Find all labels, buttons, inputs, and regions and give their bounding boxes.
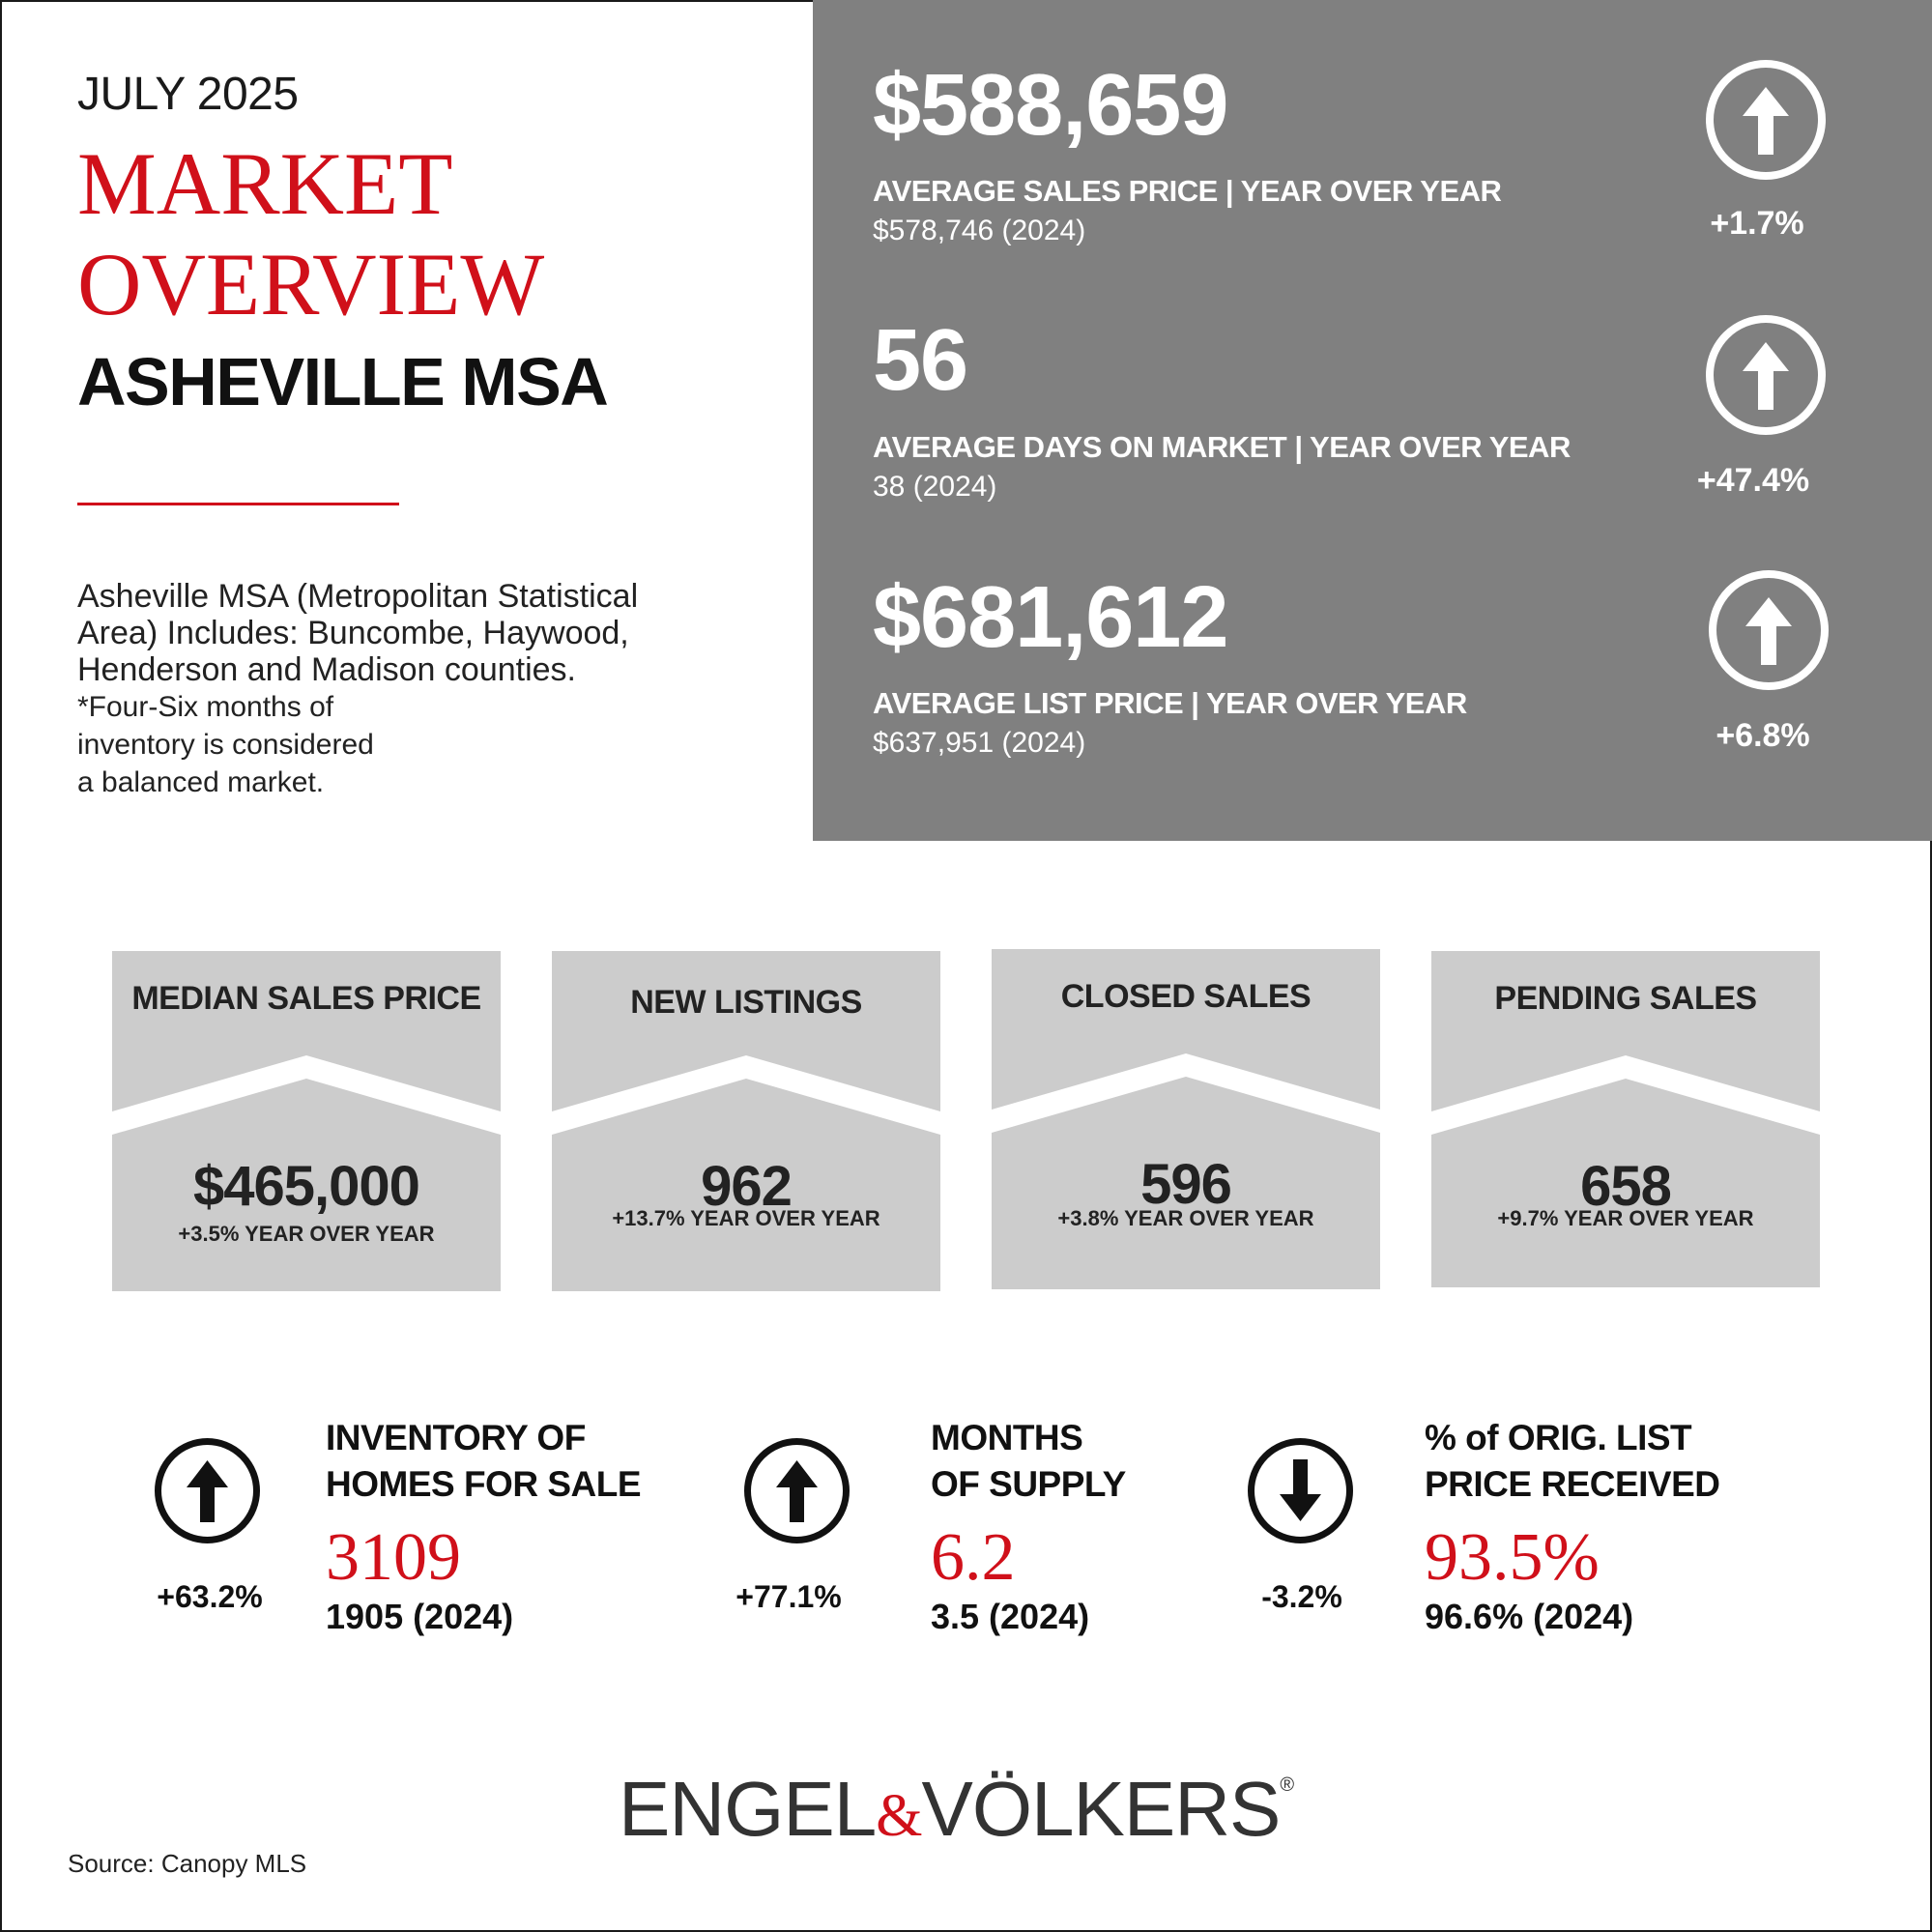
avg-list-price-value: $681,612 <box>873 569 1228 666</box>
avg-list-price-prior: $637,951 (2024) <box>873 727 1086 759</box>
area-description: Asheville MSA (Metropolitan Statistical Area) Includes: Buncombe, Haywood, Henderson and Madison counties. <box>77 578 639 688</box>
arrow-up-icon <box>744 1438 850 1543</box>
card-value: 658 <box>1580 1155 1671 1218</box>
logo-text: VÖLKERS <box>921 1766 1281 1852</box>
inventory-change: +63.2% <box>157 1579 263 1614</box>
pending-sales-card <box>1431 951 1820 1291</box>
arrow-down-icon <box>1248 1438 1353 1543</box>
title-line-1: MARKET <box>77 134 453 233</box>
card-value: 962 <box>701 1155 792 1218</box>
avg-sales-price-change: +1.7% <box>1710 205 1804 242</box>
card-value: $465,000 <box>193 1155 419 1218</box>
page-title <box>77 133 544 334</box>
months-supply-value: 6.2 <box>931 1520 1016 1595</box>
inventory-prior: 1905 (2024) <box>326 1597 514 1636</box>
list-price-received-label <box>1425 1415 1720 1508</box>
card-title: NEW LISTINGS <box>630 984 862 1021</box>
avg-sales-price-label: AVERAGE SALES PRICE | YEAR OVER YEAR <box>873 174 1502 208</box>
card-change: +13.7% YEAR OVER YEAR <box>612 1206 880 1230</box>
title-line-2: OVERVIEW <box>77 235 545 333</box>
avg-sales-price-prior: $578,746 (2024) <box>873 215 1086 246</box>
kpi-label-line: OF SUPPLY <box>931 1464 1126 1504</box>
area-name: ASHEVILLE MSA <box>77 344 608 419</box>
kpi-label-line: MONTHS <box>931 1418 1083 1457</box>
logo-text: ENGEL <box>619 1766 877 1852</box>
median-sales-price-card <box>112 951 501 1291</box>
avg-days-on-market-change: +47.4% <box>1696 462 1810 499</box>
card-title: PENDING SALES <box>1494 980 1757 1017</box>
inventory-label <box>326 1415 641 1508</box>
note-line: a balanced market. <box>77 766 325 798</box>
list-price-received-change: -3.2% <box>1261 1579 1342 1614</box>
card-title: CLOSED SALES <box>1060 978 1312 1015</box>
kpi-label-line: % of ORIG. LIST <box>1425 1418 1692 1457</box>
new-listings-card <box>552 951 940 1291</box>
avg-list-price-label: AVERAGE LIST PRICE | YEAR OVER YEAR <box>873 686 1467 720</box>
card-title: MEDIAN SALES PRICE <box>131 980 481 1017</box>
months-supply-change: +77.1% <box>735 1579 842 1614</box>
engel-volkers-logo <box>619 1765 1293 1854</box>
source-credit: Source: Canopy MLS <box>68 1849 307 1878</box>
arrow-up-icon <box>1706 60 1826 180</box>
balanced-market-note <box>77 688 464 801</box>
registered-mark: ® <box>1280 1774 1294 1796</box>
list-price-received-prior: 96.6% (2024) <box>1425 1597 1634 1636</box>
avg-days-on-market-prior: 38 (2024) <box>873 471 997 503</box>
arrow-up-icon <box>1706 315 1826 435</box>
card-change: +3.5% YEAR OVER YEAR <box>178 1222 435 1246</box>
note-line: *Four-Six months of <box>77 691 334 723</box>
months-supply-prior: 3.5 (2024) <box>931 1597 1090 1636</box>
kpi-label-line: HOMES FOR SALE <box>326 1464 642 1504</box>
arrow-up-icon <box>155 1438 260 1543</box>
avg-days-on-market-label: AVERAGE DAYS ON MARKET | YEAR OVER YEAR <box>873 430 1571 464</box>
avg-list-price-change: +6.8% <box>1716 717 1810 754</box>
avg-sales-price-value: $588,659 <box>873 57 1228 154</box>
divider <box>77 503 399 505</box>
closed-sales-card <box>992 949 1380 1289</box>
arrow-up-icon <box>1709 570 1829 690</box>
inventory-value: 3109 <box>326 1520 461 1595</box>
report-date: JULY 2025 <box>77 69 299 120</box>
months-supply-label <box>931 1415 1126 1508</box>
kpi-label-line: INVENTORY OF <box>326 1418 586 1457</box>
logo-ampersand: & <box>876 1783 922 1849</box>
kpi-label-line: PRICE RECEIVED <box>1425 1464 1720 1504</box>
note-line: inventory is considered <box>77 729 374 761</box>
card-value: 596 <box>1140 1153 1231 1216</box>
card-change: +3.8% YEAR OVER YEAR <box>1057 1206 1314 1230</box>
avg-days-on-market-value: 56 <box>873 312 968 409</box>
list-price-received-value: 93.5% <box>1425 1520 1600 1595</box>
card-change: +9.7% YEAR OVER YEAR <box>1497 1206 1754 1230</box>
